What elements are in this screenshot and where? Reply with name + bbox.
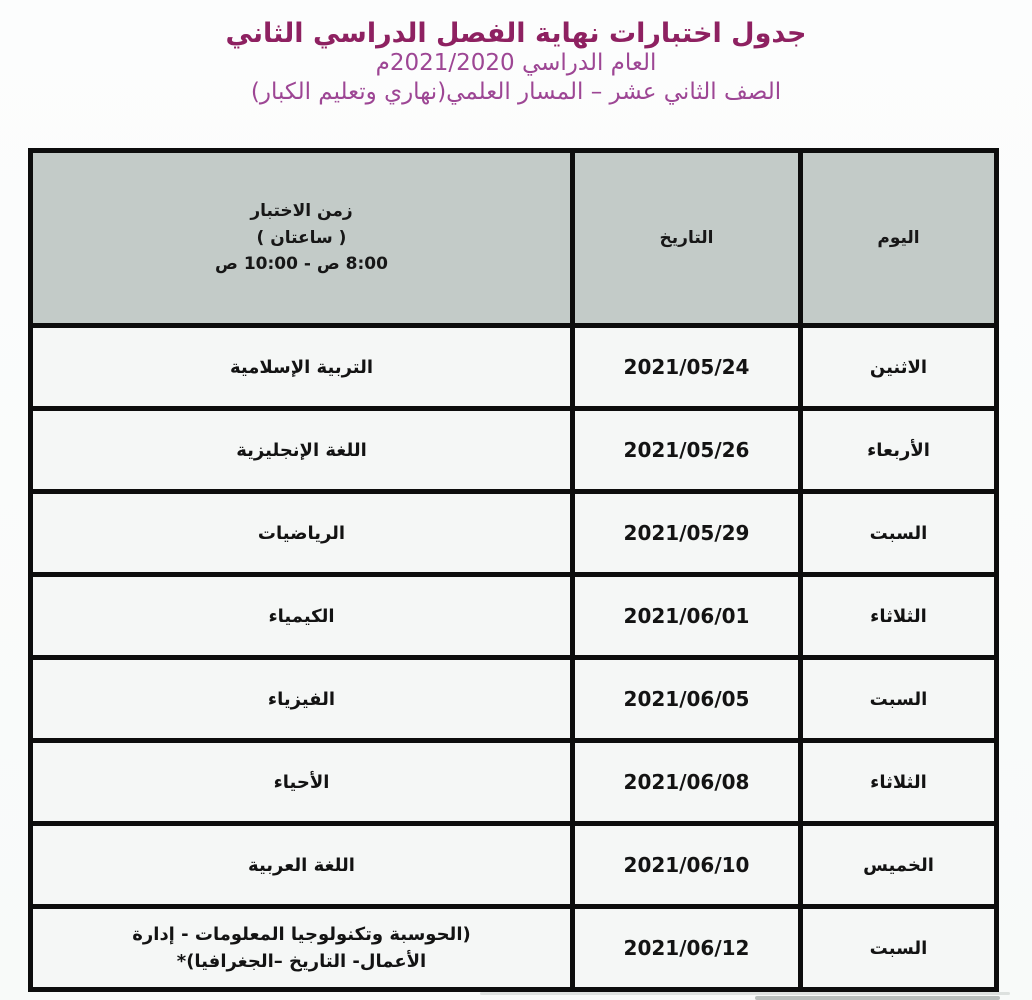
day-cell: الأربعاء [801,409,997,492]
subject-cell: اللغة العربية [31,824,573,907]
date-value: 2021/06/10 [623,853,750,877]
date-value: 2021/06/12 [623,936,750,960]
table-row [31,492,997,575]
table-row [31,409,997,492]
date-value: 2021/05/26 [623,438,750,462]
date-cell [573,492,801,575]
header-exam-time [31,151,573,326]
table-row [31,658,997,741]
date-cell [573,326,801,409]
date-value: 2021/05/24 [623,355,750,379]
exam-time-title: زمن الاختبار [250,201,353,222]
scan-artifact-line [480,992,1010,995]
date-cell [573,575,801,658]
subject-cell: (الحوسبة وتكنولوجيا المعلومات - إدارة الأعمال- التاريخ –الجغرافيا)* [31,907,573,990]
subject-cell: الفيزياء [31,658,573,741]
subject-cell: التربية الإسلامية [31,326,573,409]
table-row [31,824,997,907]
date-cell [573,658,801,741]
day-cell: الاثنين [801,326,997,409]
scan-artifact-line [755,996,1000,1000]
subject-cell: الرياضيات [31,492,573,575]
subject-cell: اللغة الإنجليزية [31,409,573,492]
date-value: 2021/06/08 [623,770,750,794]
date-cell [573,741,801,824]
day-cell: الثلاثاء [801,575,997,658]
date-value: 2021/05/29 [623,521,750,545]
day-cell: الثلاثاء [801,741,997,824]
day-cell: الخميس [801,824,997,907]
table-row [31,575,997,658]
date-cell [573,409,801,492]
table-row [31,326,997,409]
date-cell [573,824,801,907]
table-header-row [31,151,997,326]
page-title: جدول اختبارات نهاية الفصل الدراسي الثاني [225,18,807,49]
page-subtitle-grade-track: الصف الثاني عشر – المسار العلمي(نهاري وتعليم الكبار) [250,78,782,105]
exam-schedule-table [28,148,999,992]
day-cell: السبت [801,907,997,990]
day-cell: السبت [801,492,997,575]
date-value: 2021/06/05 [623,687,750,711]
table-row [31,741,997,824]
subject-cell: الأحياء [31,741,573,824]
page-subtitle-academic-year: العام الدراسي 2021/2020م [375,50,657,77]
document-header [33,18,999,107]
exam-time-duration: ( ساعتان ) [256,227,347,248]
day-cell: السبت [801,658,997,741]
table-row [31,907,997,990]
header-day: اليوم [801,151,997,326]
header-date: التاريخ [573,151,801,326]
subject-cell: الكيمياء [31,575,573,658]
date-cell [573,907,801,990]
exam-time-range: 8:00 ص - 10:00 ص [215,254,388,275]
date-value: 2021/06/01 [623,604,750,628]
